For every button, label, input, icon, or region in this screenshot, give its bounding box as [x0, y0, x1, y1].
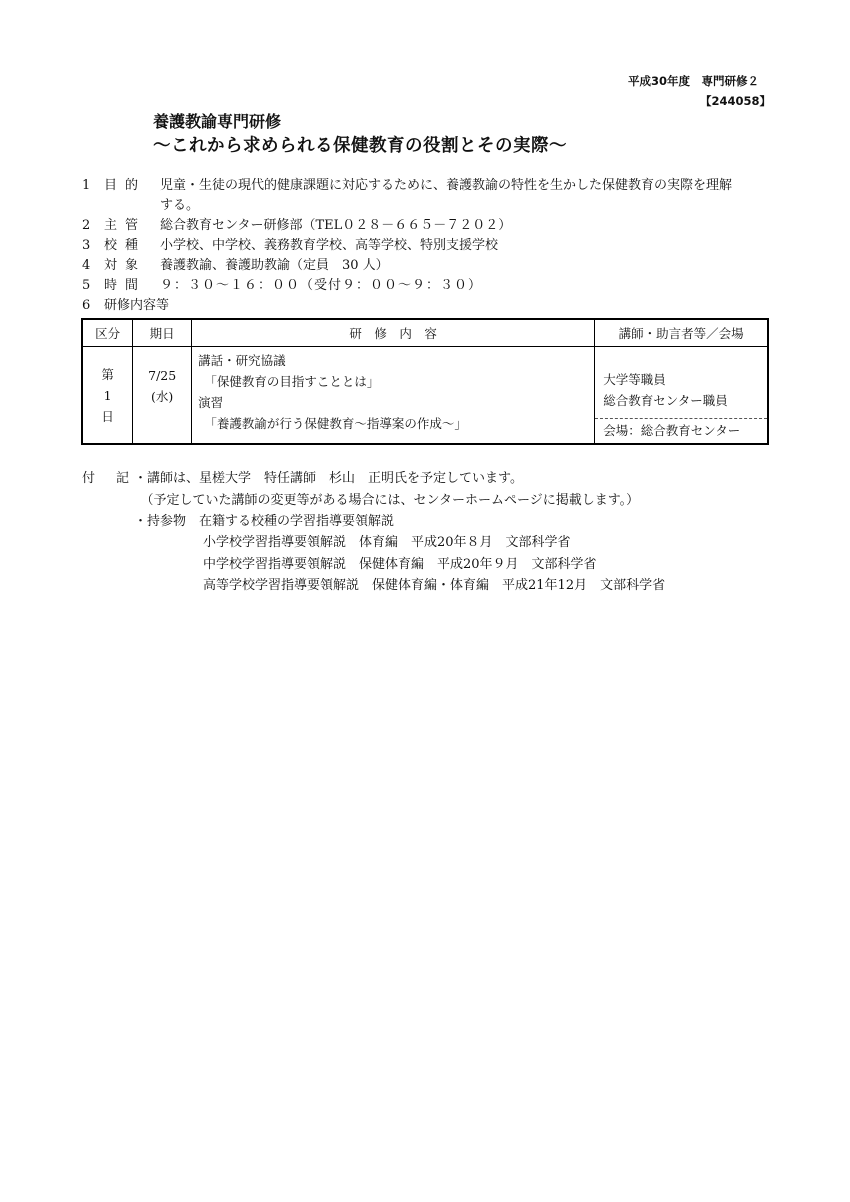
item-number: 2 [82, 218, 91, 233]
content-line: 「保健教育の目指すこととは」 [198, 374, 380, 389]
item-number: 5 [82, 278, 91, 293]
item-label: 時間 [104, 278, 147, 293]
item-number: 3 [82, 238, 91, 253]
item-label: 研修内容等 [104, 298, 170, 313]
item-target [82, 256, 389, 276]
date-text: 7/25 [148, 368, 177, 383]
content-line: 演習 [198, 395, 224, 410]
notes-block [134, 468, 639, 533]
weekday-text: (水) [151, 389, 174, 404]
header-kubun: 区分 [82, 319, 133, 347]
header-date: 期日 [133, 319, 192, 347]
item-purpose [82, 176, 732, 196]
item-text: 総合教育センター研修部（TEL０２８－６６５－７２０２） [160, 218, 512, 233]
schedule-table [81, 318, 769, 445]
item-text: 養護教諭、養護助教諭（定員 30 人） [160, 258, 389, 273]
kubun-char: 1 [103, 387, 112, 403]
cell-date [133, 347, 192, 445]
kubun-char: 日 [101, 408, 114, 424]
book-line: 中学校学習指導要領解説 保健体育編 平成20年９月 文部科学省 [203, 556, 597, 572]
header-year-code: 平成30年度 専門研修２ [628, 74, 760, 88]
item-text: 小学校、中学校、義務教育学校、高等学校、特別支援学校 [160, 238, 499, 253]
book-line: 小学校学習指導要領解説 体育編 平成20年８月 文部科学省 [203, 535, 571, 550]
item-number: 4 [82, 258, 91, 273]
kubun-char: 第 [101, 366, 114, 382]
note-line: （予定していた講師の変更等がある場合には、センターホームページに掲載します。） [134, 492, 640, 508]
header-lecturer: 講師・助言者等／会場 [595, 319, 768, 347]
item-label: 対象 [104, 258, 147, 273]
item-label: 主管 [104, 218, 147, 233]
cell-kubun [82, 347, 133, 445]
item-time [82, 276, 482, 296]
item-contents [82, 296, 170, 316]
table-header-row [82, 319, 768, 347]
table-row [82, 347, 768, 445]
item-number: 1 [82, 178, 91, 193]
cell-content [192, 347, 595, 445]
item-management [82, 216, 511, 236]
lecturer-block [595, 347, 767, 419]
header-content: 研 修 内 容 [192, 319, 595, 347]
books-block [203, 532, 665, 597]
title-line1: 養護教諭専門研修 [153, 112, 282, 131]
title-line2: ～これから求められる保健教育の役割とその実際～ [153, 136, 567, 156]
item-purpose-cont: する。 [160, 198, 200, 213]
cell-lecturer [595, 347, 768, 445]
lecturer-line: 大学等職員 [603, 372, 666, 387]
item-text: ９：３０～１６：００（受付９：００～９：３０） [160, 278, 483, 293]
course-id: 【244058】 [700, 94, 772, 108]
notes-label: 付 記 [82, 471, 134, 486]
content-line: 講話・研究協議 [198, 353, 286, 368]
book-line: 高等学校学習指導要領解説 保健体育編・体育編 平成21年12月 文部科学省 [203, 578, 666, 593]
item-number: 6 [82, 298, 91, 313]
venue-text: 会場：総合教育センター [603, 423, 741, 438]
note-line: ・講師は、星槎大学 特任講師 杉山 正明氏を予定しています。 [134, 471, 523, 486]
item-text: 児童・生徒の現代的健康課題に対応するために、養護教諭の特性を生かした保健教育の実際を理解 [160, 178, 733, 193]
item-school-type [82, 236, 498, 256]
content-line: 「養護教諭が行う保健教育～指導案の作成～」 [198, 416, 467, 431]
item-label: 目的 [104, 178, 147, 193]
lecturer-line: 総合教育センター職員 [603, 393, 728, 408]
item-label: 校種 [104, 238, 147, 253]
note-line: ・持参物 在籍する校種の学習指導要領解説 [134, 514, 395, 529]
